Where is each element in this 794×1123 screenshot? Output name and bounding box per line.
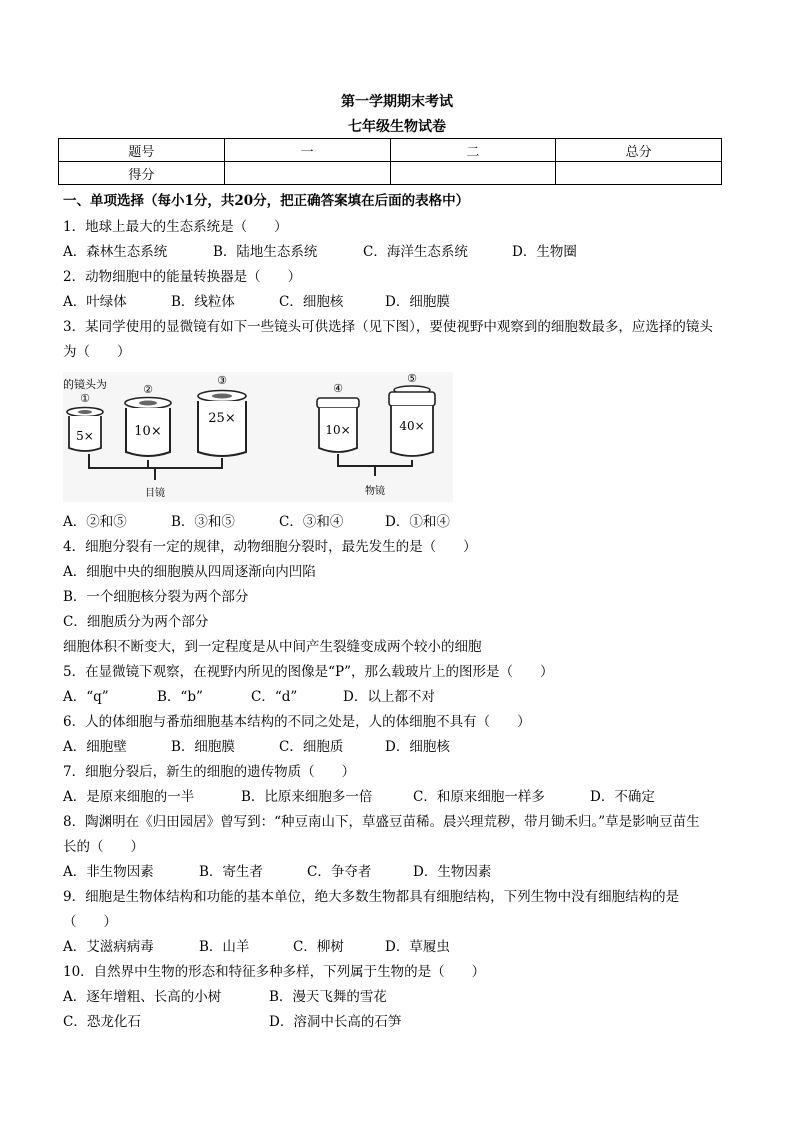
options-row: [63, 293, 450, 311]
options-row: [63, 688, 435, 706]
options-row: [63, 1013, 401, 1031]
option[interactable]: B．漫天飞舞的雪花: [269, 989, 387, 1005]
option[interactable]: D．草履虫: [385, 939, 450, 955]
lens-diagram: [63, 372, 453, 502]
option[interactable]: A．细胞中央的细胞膜从四周逐渐向内凹陷: [63, 564, 316, 580]
score-table-header-row: [59, 139, 722, 162]
lens-number: ④: [333, 382, 343, 395]
option[interactable]: A．是原来细胞的一半: [63, 789, 195, 805]
lens-number: ②: [143, 383, 153, 396]
option[interactable]: D．溶洞中长高的石笋: [269, 1014, 402, 1030]
lens-hole: [78, 410, 92, 414]
options-row: [63, 243, 577, 261]
section-heading: 一、单项选择（每小1分，共20分，把正确答案填在后面的表格中）: [63, 193, 470, 209]
lens-thread: [389, 392, 435, 406]
option[interactable]: B．③和⑤: [171, 514, 235, 530]
option[interactable]: A．艾滋病病毒: [63, 939, 154, 955]
option[interactable]: C．恐龙化石: [63, 1014, 141, 1030]
option[interactable]: 细胞体积不断变大，到一定程度是从中间产生裂缝变成两个较小的细胞: [63, 639, 482, 655]
question-stem: 2．动物细胞中的能量转换器是（ ）: [63, 269, 302, 285]
option[interactable]: C．细胞质: [279, 739, 344, 755]
option[interactable]: B．山羊: [199, 939, 250, 955]
lens-number: ①: [80, 392, 90, 405]
eyepiece-label: 目镜: [145, 488, 165, 499]
option[interactable]: A．②和⑤: [63, 514, 127, 530]
options-row: [63, 738, 450, 756]
figure-caption: 的镜头为: [63, 378, 107, 391]
question-stem-continued: （ ）: [63, 914, 117, 930]
question-stem: 10．自然界中生物的形态和特征多种多样，下列属于生物的是（ ）: [63, 964, 486, 980]
option[interactable]: D．生物因素: [413, 864, 492, 880]
lens-hole: [212, 394, 232, 399]
option[interactable]: A．细胞壁: [63, 739, 127, 755]
option[interactable]: D．以上都不对: [343, 689, 435, 705]
lens-magnification: 25×: [208, 411, 236, 426]
score-table: [58, 138, 722, 185]
score-cell: 题号: [59, 139, 225, 162]
option[interactable]: A．非生物因素: [63, 864, 154, 880]
option[interactable]: C．细胞质分为两个部分: [63, 614, 209, 630]
options-row: [63, 788, 655, 806]
option[interactable]: A．叶绿体: [63, 294, 127, 310]
options-row: [63, 988, 387, 1006]
option[interactable]: C．“d”: [251, 689, 298, 705]
options-row: [63, 863, 491, 881]
option[interactable]: C．细胞核: [279, 294, 344, 310]
lens-magnification: 40×: [399, 419, 425, 433]
lens-thread: [317, 398, 359, 408]
score-cell: 二: [390, 139, 556, 162]
question-stem: 3．某同学使用的显微镜有如下一些镜头可供选择（见下图），要使视野中观察到的细胞数最多，应选择的镜头: [63, 319, 713, 335]
option[interactable]: D．不确定: [590, 789, 655, 805]
options-row: [63, 513, 450, 531]
option[interactable]: C．③和④: [279, 514, 344, 530]
lens-magnification: 10×: [325, 423, 351, 437]
lens-magnification: 10×: [134, 424, 162, 439]
question-stem: 4．细胞分裂有一定的规律，动物细胞分裂时，最先发生的是（ ）: [63, 539, 477, 555]
lens-hole: [139, 401, 157, 406]
lens-magnification: 5×: [76, 429, 94, 443]
option[interactable]: B．一个细胞核分裂为两个部分: [63, 589, 249, 605]
option[interactable]: C．柳树: [293, 939, 344, 955]
option[interactable]: D．细胞膜: [385, 294, 450, 310]
option[interactable]: A．逐年增粗、长高的小树: [63, 989, 222, 1005]
option[interactable]: C．和原来细胞一样多: [413, 789, 545, 805]
exam-title: 第一学期期末考试: [341, 94, 453, 110]
exam-subtitle: 七年级生物试卷: [348, 119, 446, 135]
question-stem: 5．在显微镜下观察，在视野内所见的图像是“P”，那么载玻片上的图形是（ ）: [63, 664, 554, 680]
score-input-cell[interactable]: [556, 162, 722, 185]
score-input-cell[interactable]: [390, 162, 556, 185]
option[interactable]: A．森林生态系统: [63, 244, 168, 260]
option[interactable]: C．争夺者: [307, 864, 372, 880]
question-stem: 7．细胞分裂后，新生的细胞的遗传物质（ ）: [63, 764, 356, 780]
objective-label: 物镜: [365, 486, 385, 497]
option[interactable]: B．细胞膜: [171, 739, 235, 755]
option[interactable]: B．寄生者: [199, 864, 263, 880]
question-stem: 9．细胞是生物体结构和功能的基本单位，绝大多数生物都具有细胞结构，下列生物中没有细胞结构的是: [63, 889, 680, 905]
option[interactable]: D．细胞核: [385, 739, 450, 755]
microscope-lens-figure: [63, 372, 453, 502]
question-stem-continued: 为（ ）: [63, 344, 131, 360]
option[interactable]: B．“b”: [157, 689, 203, 705]
question-stem: 6．人的体细胞与番茄细胞基本结构的不同之处是，人的体细胞不具有（ ）: [63, 714, 531, 730]
score-cell: 一: [224, 139, 390, 162]
score-cell: 得分: [59, 162, 225, 185]
lens-number: ③: [217, 374, 227, 387]
lens-body: [198, 401, 246, 456]
option[interactable]: B．比原来细胞多一倍: [241, 789, 373, 805]
option[interactable]: B．线粒体: [171, 294, 235, 310]
option[interactable]: C．海洋生态系统: [363, 244, 468, 260]
lens-number: ⑤: [407, 372, 417, 385]
question-stem: 1．地球上最大的生态系统是（ ）: [63, 219, 288, 235]
option[interactable]: D．①和④: [385, 514, 450, 530]
question-stem-continued: 长的（ ）: [63, 839, 144, 855]
options-row: [63, 938, 450, 956]
score-cell: 总分: [556, 139, 722, 162]
score-input-cell[interactable]: [224, 162, 390, 185]
option[interactable]: A．“q”: [63, 689, 109, 705]
question-stem: 8．陶渊明在《归田园居》曾写到：“种豆南山下，草盛豆苗稀。晨兴理荒秽，带月锄禾归。”草是影响豆苗生: [63, 814, 700, 830]
score-table-score-row: [59, 162, 722, 185]
option[interactable]: B．陆地生态系统: [213, 244, 318, 260]
option[interactable]: D．生物圈: [512, 244, 577, 260]
